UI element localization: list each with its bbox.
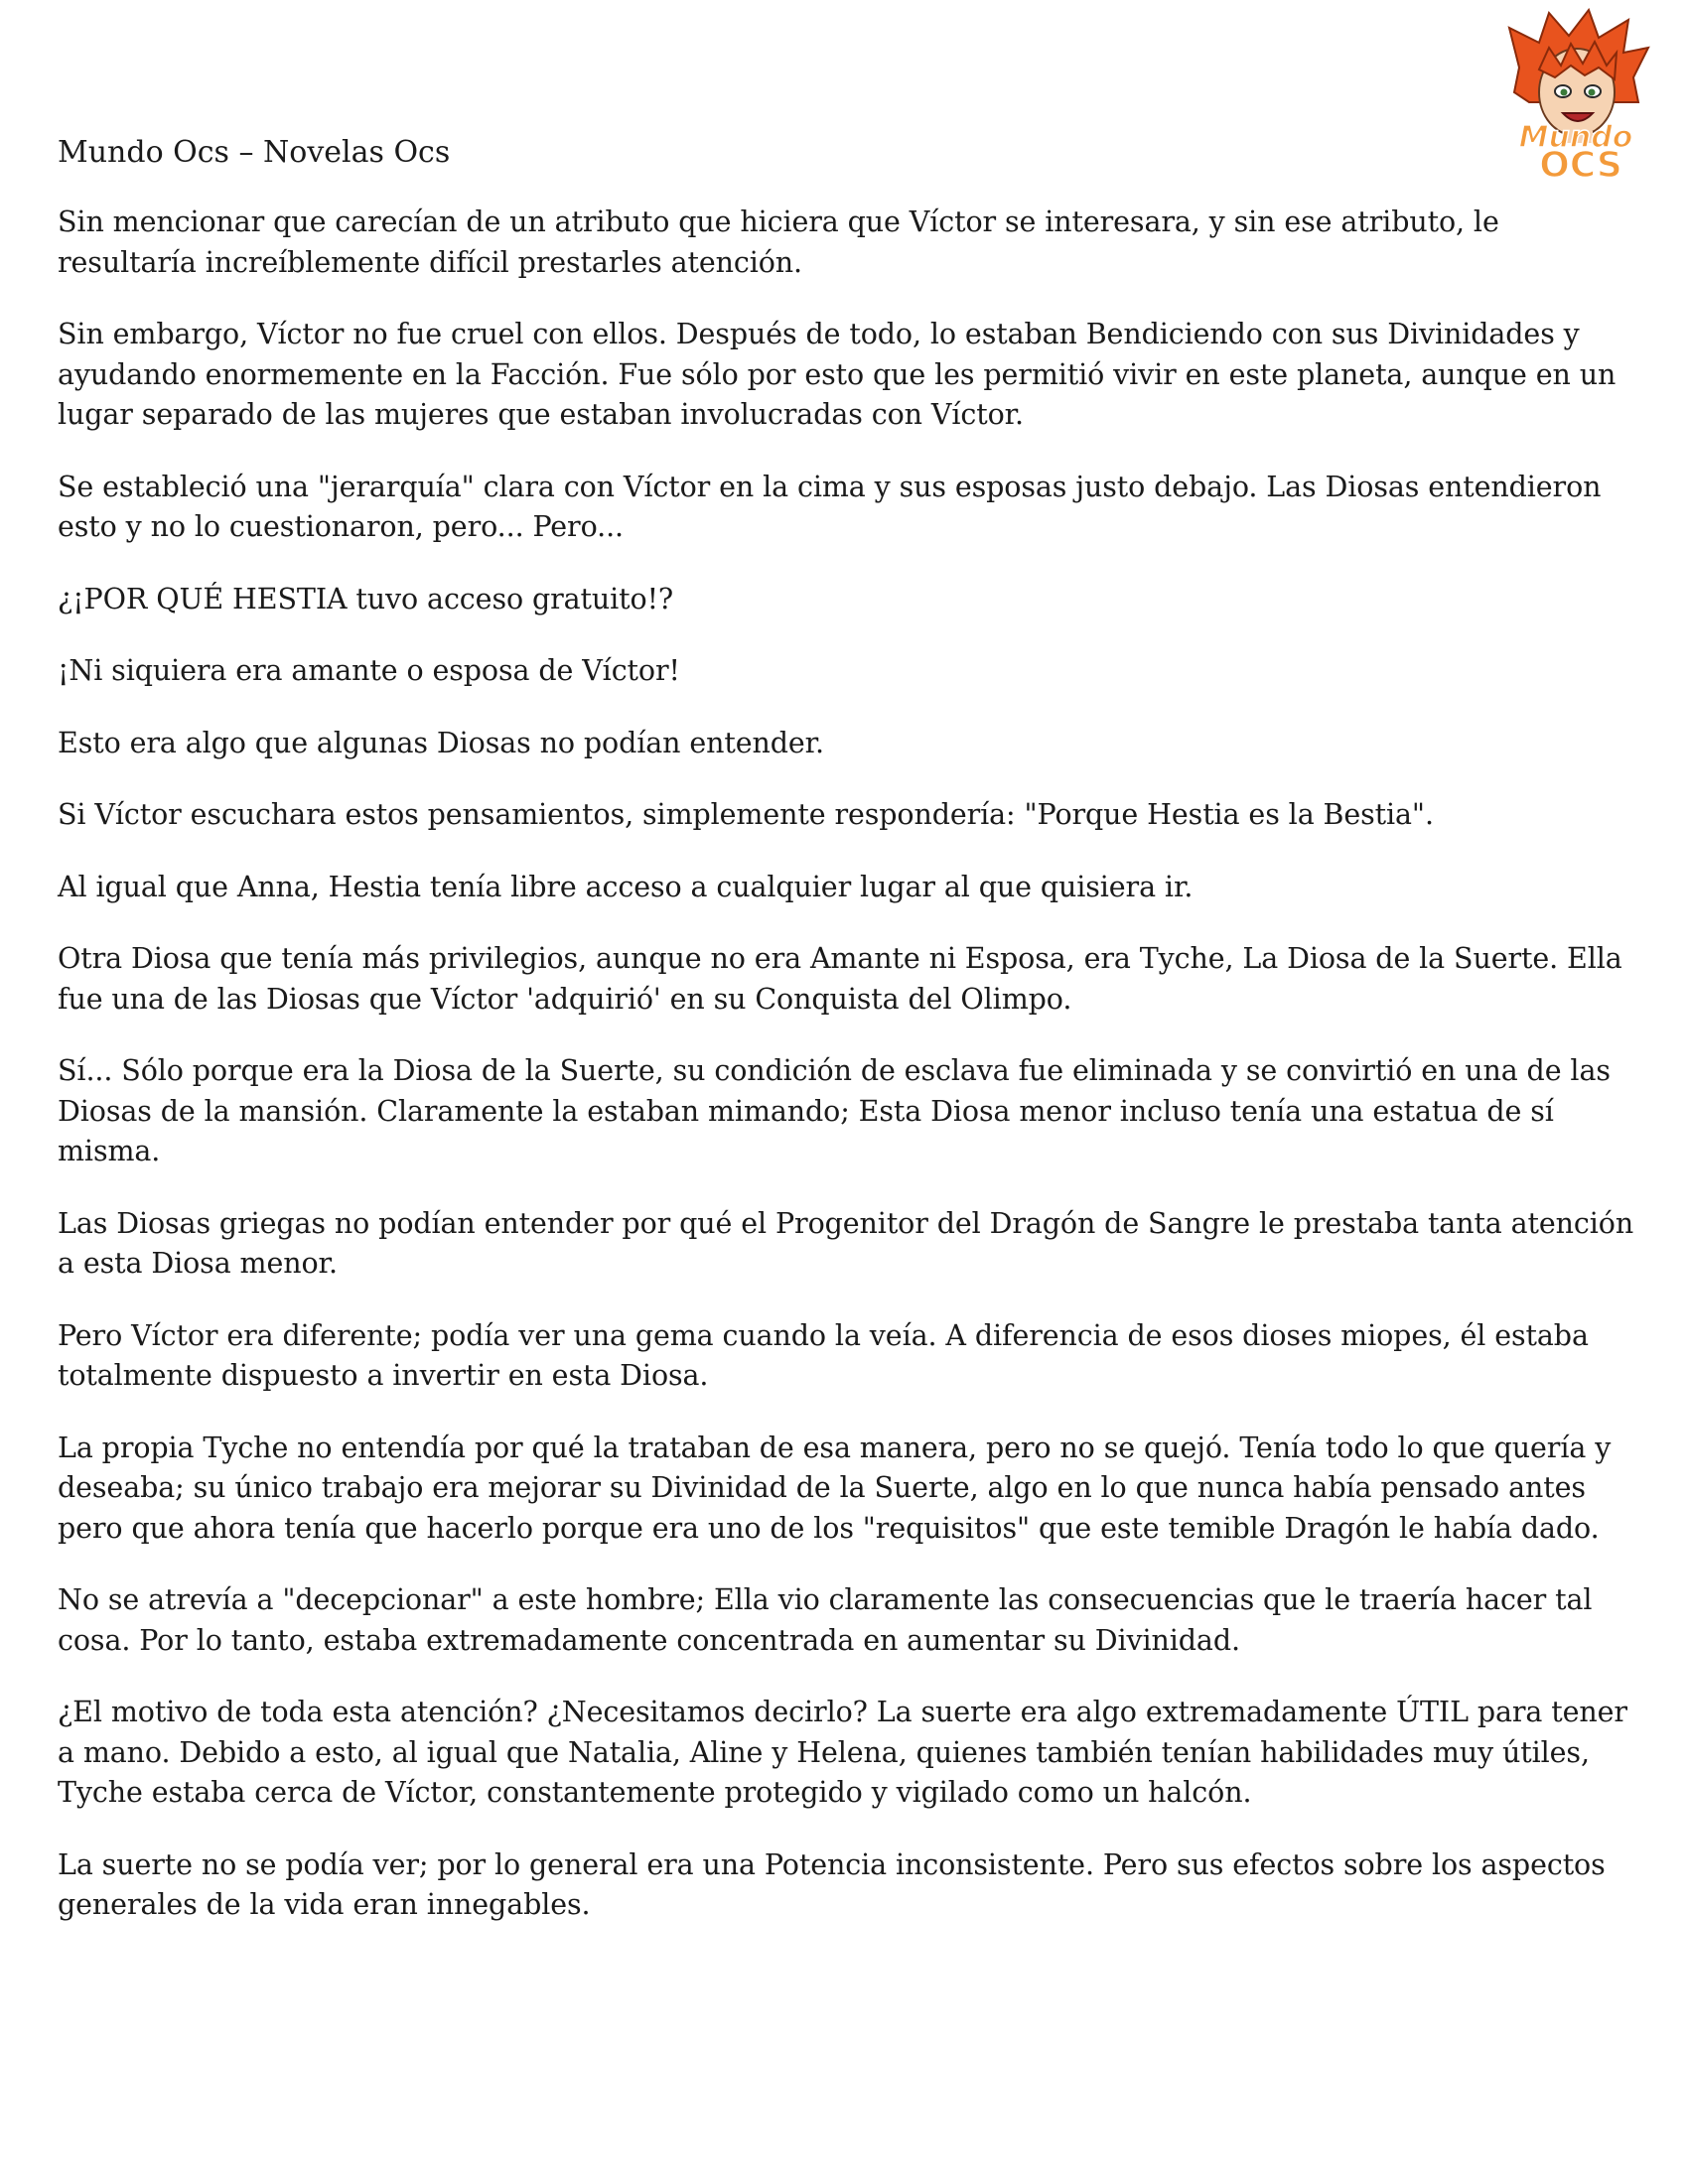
mascot-logo-icon [1489, 8, 1663, 182]
paragraph: Sí... Sólo porque era la Diosa de la Suerte, su condición de esclava fue eliminada y se convirtió en una de las Diosas de la mansión. Claramente la estaban mimando; Esta Diosa menor incluso tenía una estatua de sí misma. [58, 1054, 1611, 1167]
paragraph: Al igual que Anna, Hestia tenía libre acceso a cualquier lugar al que quisiera ir. [58, 870, 1194, 903]
logo-text-ocs: OCS [1539, 145, 1622, 182]
paragraph: Sin mencionar que carecían de un atributo que hiciera que Víctor se interesara, y sin ese atributo, le resultaría increíblemente difícil prestarles atención. [58, 205, 1499, 279]
paragraph: ¿¡POR QUÉ HESTIA tuvo acceso gratuito!? [58, 582, 674, 615]
paragraph: No se atrevía a "decepcionar" a este hombre; Ella vio claramente las consecuencias que le traería hacer tal cosa. Por lo tanto, estaba extremadamente concentrada en aumentar su Divinidad. [58, 1583, 1593, 1657]
paragraph: La suerte no se podía ver; por lo general era una Potencia inconsistente. Pero sus efectos sobre los aspectos generales de la vida eran innegables. [58, 1847, 1606, 1921]
logo-text-mundo: Mundo [1518, 120, 1633, 155]
document-body [58, 203, 1646, 1958]
paragraph: ¡Ni siquiera era amante o esposa de Víctor! [58, 654, 680, 687]
paragraph: Si Víctor escuchara estos pensamientos, simplemente respondería: "Porque Hestia es la Bestia". [58, 798, 1434, 831]
document-header: Mundo Ocs – Novelas Ocs [58, 135, 451, 170]
paragraph: Esto era algo que algunas Diosas no podían entender. [58, 726, 824, 759]
paragraph: ¿El motivo de toda esta atención? ¿Necesitamos decirlo? La suerte era algo extremadamente ÚTIL para tener a mano. Debido a esto, al igual que Natalia, Aline y Helena, quienes también tenían habilidades muy útiles, Tyche estaba cerca de Víctor, constantemente protegido y vigilado como un halcón. [58, 1696, 1627, 1809]
paragraph: Pero Víctor era diferente; podía ver una gema cuando la veía. A diferencia de esos dioses miopes, él estaba totalmente dispuesto a invertir en esta Diosa. [58, 1318, 1589, 1392]
paragraph: Las Diosas griegas no podían entender por qué el Progenitor del Dragón de Sangre le prestaba tanta atención a esta Diosa menor. [58, 1206, 1634, 1280]
paragraph: Otra Diosa que tenía más privilegios, aunque no era Amante ni Esposa, era Tyche, La Diosa de la Suerte. Ella fue una de las Diosas que Víctor 'adquirió' en su Conquista del Olimpo. [58, 942, 1622, 1016]
paragraph: La propia Tyche no entendía por qué la trataban de esa manera, pero no se quejó. Tenía todo lo que quería y deseaba; su único trabajo era mejorar su Divinidad de la Suerte, algo en lo que nunca había pensado antes pero que ahora tenía que hacerlo porque era uno de los "requisitos" que este temible Dragón le había dado. [58, 1431, 1612, 1545]
paragraph: Sin embargo, Víctor no fue cruel con ellos. Después de todo, lo estaban Bendiciendo con sus Divinidades y ayudando enormemente en la Facción. Fue sólo por esto que les permitió vivir en este planeta, aunque en un lugar separado de las mujeres que estaban involucradas con Víctor. [58, 318, 1617, 431]
mundo-ocs-logo [1489, 8, 1663, 182]
paragraph: Se estableció una "jerarquía" clara con Víctor en la cima y sus esposas justo debajo. Las Diosas entendieron esto y no lo cuestionaron, pero... Pero... [58, 470, 1602, 543]
